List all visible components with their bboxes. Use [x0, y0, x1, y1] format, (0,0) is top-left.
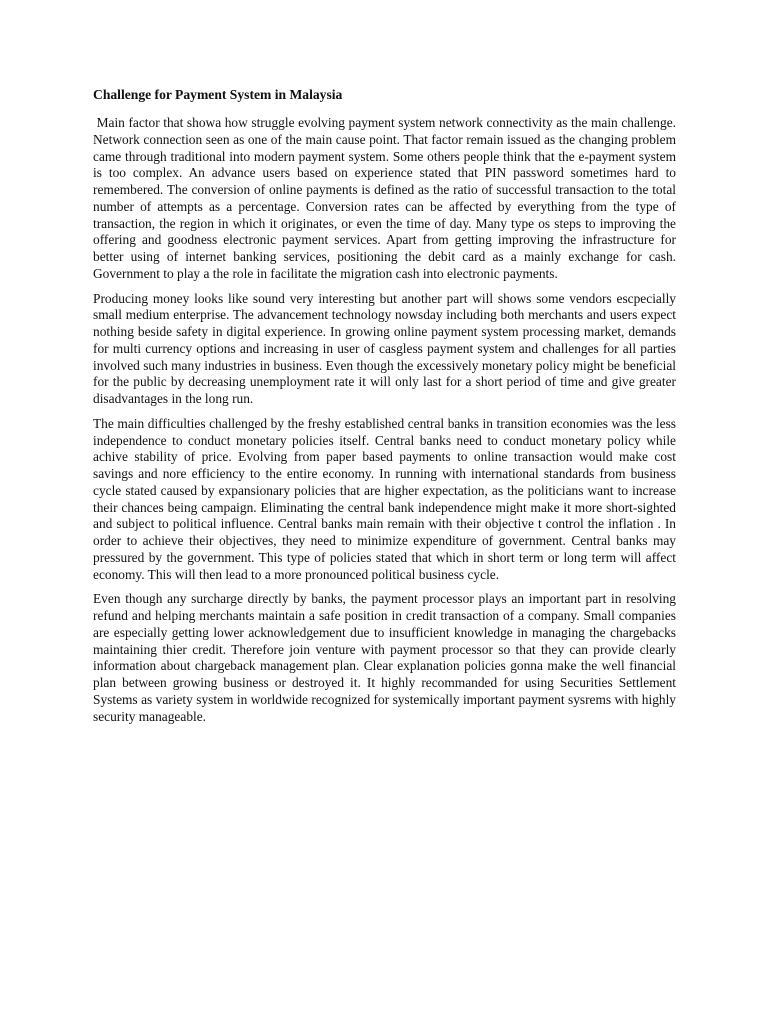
paragraph-2: Producing money looks like sound very interesting but another part will shows some vendors escpecially small medium enterprise. The advancement technology nowsday including both merchants and users expect nothing beside safety in digital experience. In growing online payment system processing market, demands for multi currency options and increasing in user of casgless payment system and challenges for all parties involved such many industries in business. Even though the excessively monetary policy might be beneficial for the public by decreasing unemployment rate it will only last for a short period of time and give greater disadvantages in the long run. [93, 290, 676, 406]
document-title: Challenge for Payment System in Malaysia [93, 87, 343, 102]
paragraph-3: The main difficulties challenged by the freshy established central banks in transition economies was the less independence to conduct monetary policies itself. Central banks need to conduct monetary policy while achive stability of price. Evolving from paper based payments to online transaction would make cost savings and nore efficiency to the entire economy. In running with international standards from business cycle stated caused by expansionary policies that are higher expectation, as the politicians want to increase their chances being campaign. Eliminating the central bank independence might make it more short-sighted and subject to political influence. Central banks main remain with their objective t control the inflation . In order to achieve their objectives, they need to minimize expenditure of government. Central banks may pressured by the government. This type of policies stated that which in short term or long term will affect economy. This will then lead to a more pronounced political business cycle. [93, 415, 676, 582]
paragraph-1: Main factor that showa how struggle evolving payment system network connectivity as the main challenge. Network connection seen as one of the main cause point. That factor remain issued as the changing problem came through traditional into modern payment system. Some others people think that the e-payment system is too complex. An advance users based on experience stated that PIN password sometimes hard to remembered. The conversion of online payments is defined as the ratio of successful transaction to the total number of attempts as a percentage. Conversion rates can be affected by everything from the type of transaction, the region in which it originates, or even the time of day. Many type os steps to improving the offering and goodness electronic payment services. Apart from getting improving the infrastructure for better using of internet banking services, positioning the debit card as a mainly exchange for cash. Government to play a the role in facilitate the migration cash into electronic payments. [93, 115, 680, 281]
document-page [93, 86, 680, 733]
paragraph-4: Even though any surcharge directly by banks, the payment processor plays an important part in resolving refund and helping merchants maintain a safe position in credit transaction of a company. Small companies are especially getting lower acknowledgement due to insufficient knowledge in managing the chargebacks maintaining thier credit. Therefore join venture with payment processor so that they can provide clearly information about chargeback management plan. Clear explanation policies gonna make the well financial plan between growing business or destroyed it. It highly recommanded for using Securities Settlement Systems as variety system in worldwide recognized for systemically important payment sysrems with highly security manageable. [93, 591, 676, 724]
